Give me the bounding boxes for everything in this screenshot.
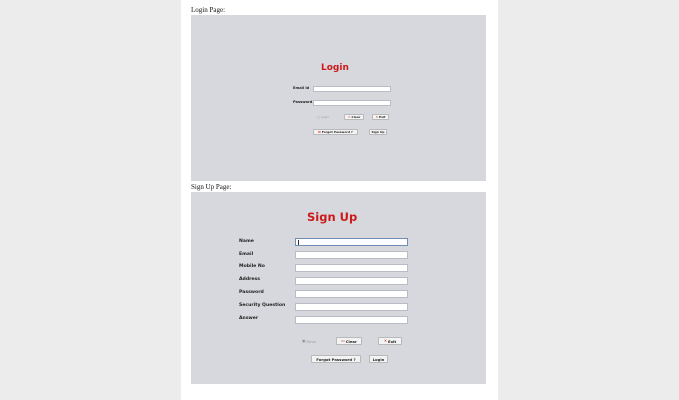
login-icon: ▢ — [317, 114, 320, 119]
login-forgot-password-button[interactable] — [313, 129, 358, 135]
clear-icon: ▭ — [341, 338, 345, 344]
signup-screenshot-panel — [191, 192, 486, 384]
address-input[interactable] — [295, 277, 408, 285]
mobile-no-input[interactable] — [295, 264, 408, 272]
signup-login-button[interactable] — [369, 355, 388, 363]
clear-button-label: Clear — [345, 338, 357, 344]
password-label: Password — [293, 100, 313, 104]
password-label: Password — [239, 290, 264, 295]
answer-input[interactable] — [295, 316, 408, 324]
password-input[interactable] — [295, 290, 408, 298]
login-screenshot-panel — [191, 15, 486, 181]
save-icon: ▣ — [302, 338, 306, 344]
login-title: Login — [321, 63, 349, 73]
forgot-password-label: Forgot Password ? — [321, 130, 353, 134]
exit-icon: ✕ — [375, 114, 379, 119]
signup-page-caption: Sign Up Page: — [191, 183, 232, 191]
login-page-caption: Login Page: — [191, 6, 226, 14]
login-clear-button[interactable] — [344, 114, 364, 120]
login-button-label: Login — [372, 356, 385, 362]
forgot-password-label: Forgot Password ? — [316, 356, 356, 362]
login-password-input[interactable] — [313, 100, 391, 106]
login-signup-button[interactable] — [369, 129, 387, 135]
login-email-input[interactable] — [313, 86, 391, 92]
signup-forgot-password-button[interactable] — [311, 355, 361, 363]
login-button[interactable] — [313, 114, 333, 120]
clear-button-label: Clear — [351, 115, 361, 119]
signup-title: Sign Up — [307, 210, 358, 224]
save-button[interactable] — [299, 337, 319, 345]
exit-button-label: Exit — [379, 115, 386, 119]
name-input[interactable] — [295, 238, 408, 246]
mobile-no-label: Mobile No — [239, 264, 265, 269]
signup-exit-button[interactable] — [378, 337, 402, 345]
signup-button-label: Sign Up — [371, 130, 385, 134]
address-label: Address — [239, 277, 260, 282]
security-question-label: Security Question — [239, 303, 286, 308]
answer-label: Answer — [239, 316, 259, 321]
name-label: Name — [239, 239, 254, 244]
forgot-password-icon: ⊡ — [318, 129, 321, 134]
security-question-input[interactable] — [295, 303, 408, 311]
login-exit-button[interactable] — [372, 114, 389, 120]
save-button-label: Save — [306, 338, 316, 344]
signup-clear-button[interactable] — [336, 337, 362, 345]
exit-icon: ✕ — [383, 338, 387, 344]
email-label: Email Id — [293, 86, 310, 90]
text-caret — [298, 240, 299, 245]
login-button-label: Login — [320, 115, 329, 119]
email-label: Email — [239, 252, 254, 257]
email-input[interactable] — [295, 251, 408, 259]
clear-icon: ▭ — [347, 114, 351, 119]
exit-button-label: Exit — [388, 338, 397, 344]
